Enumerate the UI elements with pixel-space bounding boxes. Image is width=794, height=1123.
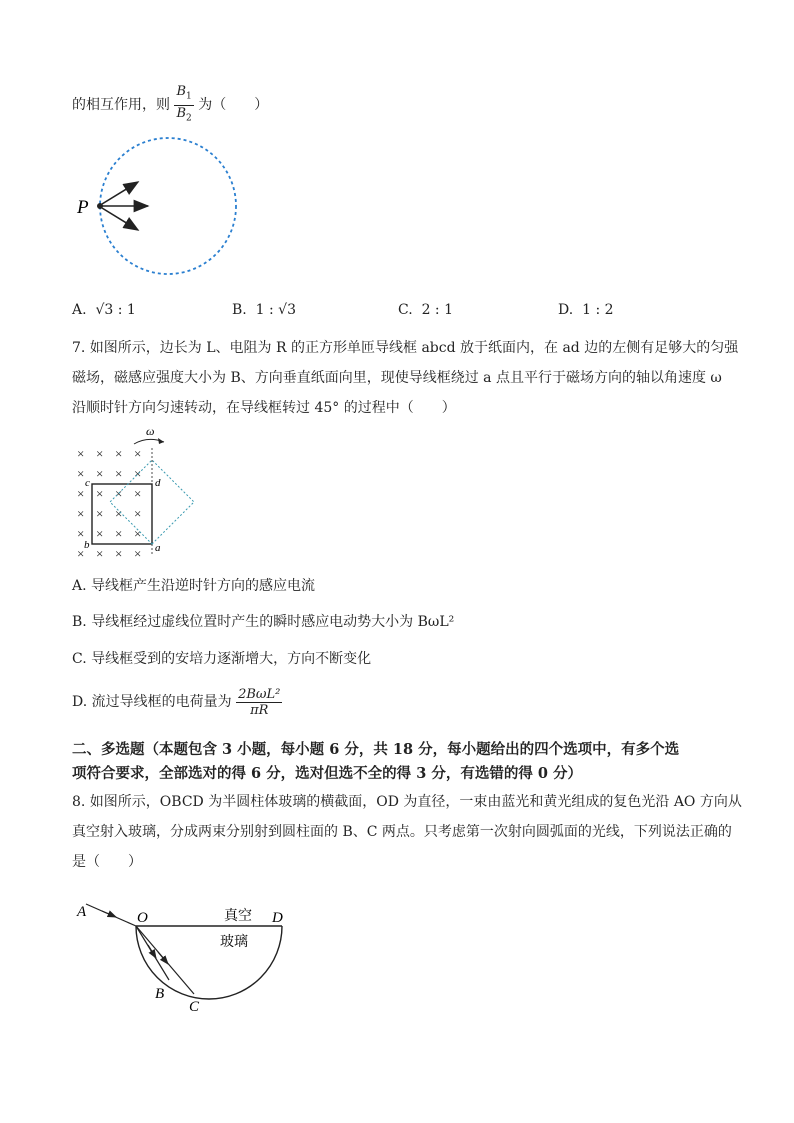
q6-figure [70,132,250,282]
q7-option-d-prefix: D. 流过导线框的电荷量为 [72,694,232,710]
q8-label-c: C [189,999,200,1015]
q7-label-a: a [155,542,161,554]
q6-option-c: C. 2 : 1 [398,302,454,318]
field-cross: × [77,446,85,461]
field-cross: × [96,526,104,541]
q8-figure [72,890,302,1020]
field-cross: × [115,506,123,521]
q6-frac-den-sub: 2 [186,113,192,124]
field-cross: × [134,526,142,541]
q7-label-d: d [155,477,161,489]
field-cross: × [96,446,104,461]
section2-line1: 二、多选题（本题包含 3 小题，每小题 6 分，共 18 分，每小题给出的四个选项中，有多个选 [72,741,680,758]
q6-arrow-up [102,182,138,204]
field-cross: × [77,526,85,541]
q6-frac-den: B [176,105,187,121]
field-cross: × [115,526,123,541]
q7-option-c: C. 导线框受到的安培力逐渐增大，方向不断变化 [72,651,372,667]
q8-label-vacuum: 真空 [224,909,252,924]
q6-label-p: P [77,197,89,218]
q7-option-d [72,686,282,718]
field-cross: × [134,466,142,481]
field-cross: × [96,546,104,560]
q7-label-omega: ω [146,424,155,438]
q6-frac-num: B [176,84,187,99]
field-cross: × [77,486,85,501]
field-cross: × [96,466,104,481]
q6-fraction [174,84,193,126]
q8-line2: 真空射入玻璃，分成两束分别射到圆柱面的 B、C 两点。只考虑第一次射向圆弧面的光线，下列说法正确的 [72,824,732,840]
field-cross: × [115,446,123,461]
q8-label-d: D [272,910,283,926]
q7-label-b: b [84,539,90,551]
field-cross: × [115,466,123,481]
q6-option-b: B. 1 : √3 [232,302,297,318]
section2-line2: 项符合要求，全部选对的得 6 分，选对但选不全的得 3 分，有选错的得 0 分） [72,765,583,782]
q8-incident-arrow [102,911,116,917]
q8-label-a: A [77,904,87,920]
q7-line3: 沿顺时针方向匀速转动，在导线框转过 45° 的过程中（ ） [72,400,456,416]
field-cross: × [77,466,85,481]
q7-figure [72,424,202,560]
q8-arrow-oc [158,952,168,964]
q6-stem-suffix: 为（ ） [198,97,269,114]
q8-label-b: B [155,986,165,1002]
q7-option-d-num: 2BωL² [238,686,281,702]
field-cross: × [134,506,142,521]
q7-line2: 磁场，磁感应强度大小为 B、方向垂直纸面向里，现使导线框绕过 a 点且平行于磁场方向的轴以角速度 ω [72,370,722,386]
field-cross: × [115,546,123,560]
q6-option-a: A. √3 : 1 [72,302,136,318]
q7-option-a: A. 导线框产生沿逆时针方向的感应电流 [72,578,316,594]
q7-line1: 7. 如图所示，边长为 L、电阻为 R 的正方形单匝导线框 abcd 放于纸面内，在 ad 边的左侧有足够大的匀强 [72,340,739,356]
q8-label-o: O [137,910,148,926]
q6-arrow-down [102,208,138,230]
field-cross: × [134,446,142,461]
q6-frac-num-sub: 1 [186,91,192,102]
q6-stem [72,84,268,126]
q6-stem-prefix: 的相互作用，则 [72,97,170,114]
field-cross: × [77,506,85,521]
field-cross: × [77,546,85,560]
q8-line3: 是（ ） [72,854,142,870]
field-cross: × [134,486,142,501]
q7-label-c: c [85,477,90,489]
q7-option-b: B. 导线框经过虚线位置时产生的瞬时感应电动势大小为 BωL² [72,614,455,630]
field-cross: × [96,486,104,501]
field-cross: × [115,486,123,501]
q8-arrow-ob [148,945,156,958]
q6-option-d: D. 1 : 2 [558,302,614,318]
q7-option-d-fraction [236,687,282,718]
q8-line1: 8. 如图所示，OBCD 为半圆柱体玻璃的横截面，OD 为直径，一束由蓝光和黄光组成的复色光沿 AO 方向从 [72,794,742,810]
q7-option-d-den: πR [250,702,269,718]
q8-label-glass: 玻璃 [220,935,248,950]
field-cross: × [96,506,104,521]
field-cross: × [134,546,142,560]
